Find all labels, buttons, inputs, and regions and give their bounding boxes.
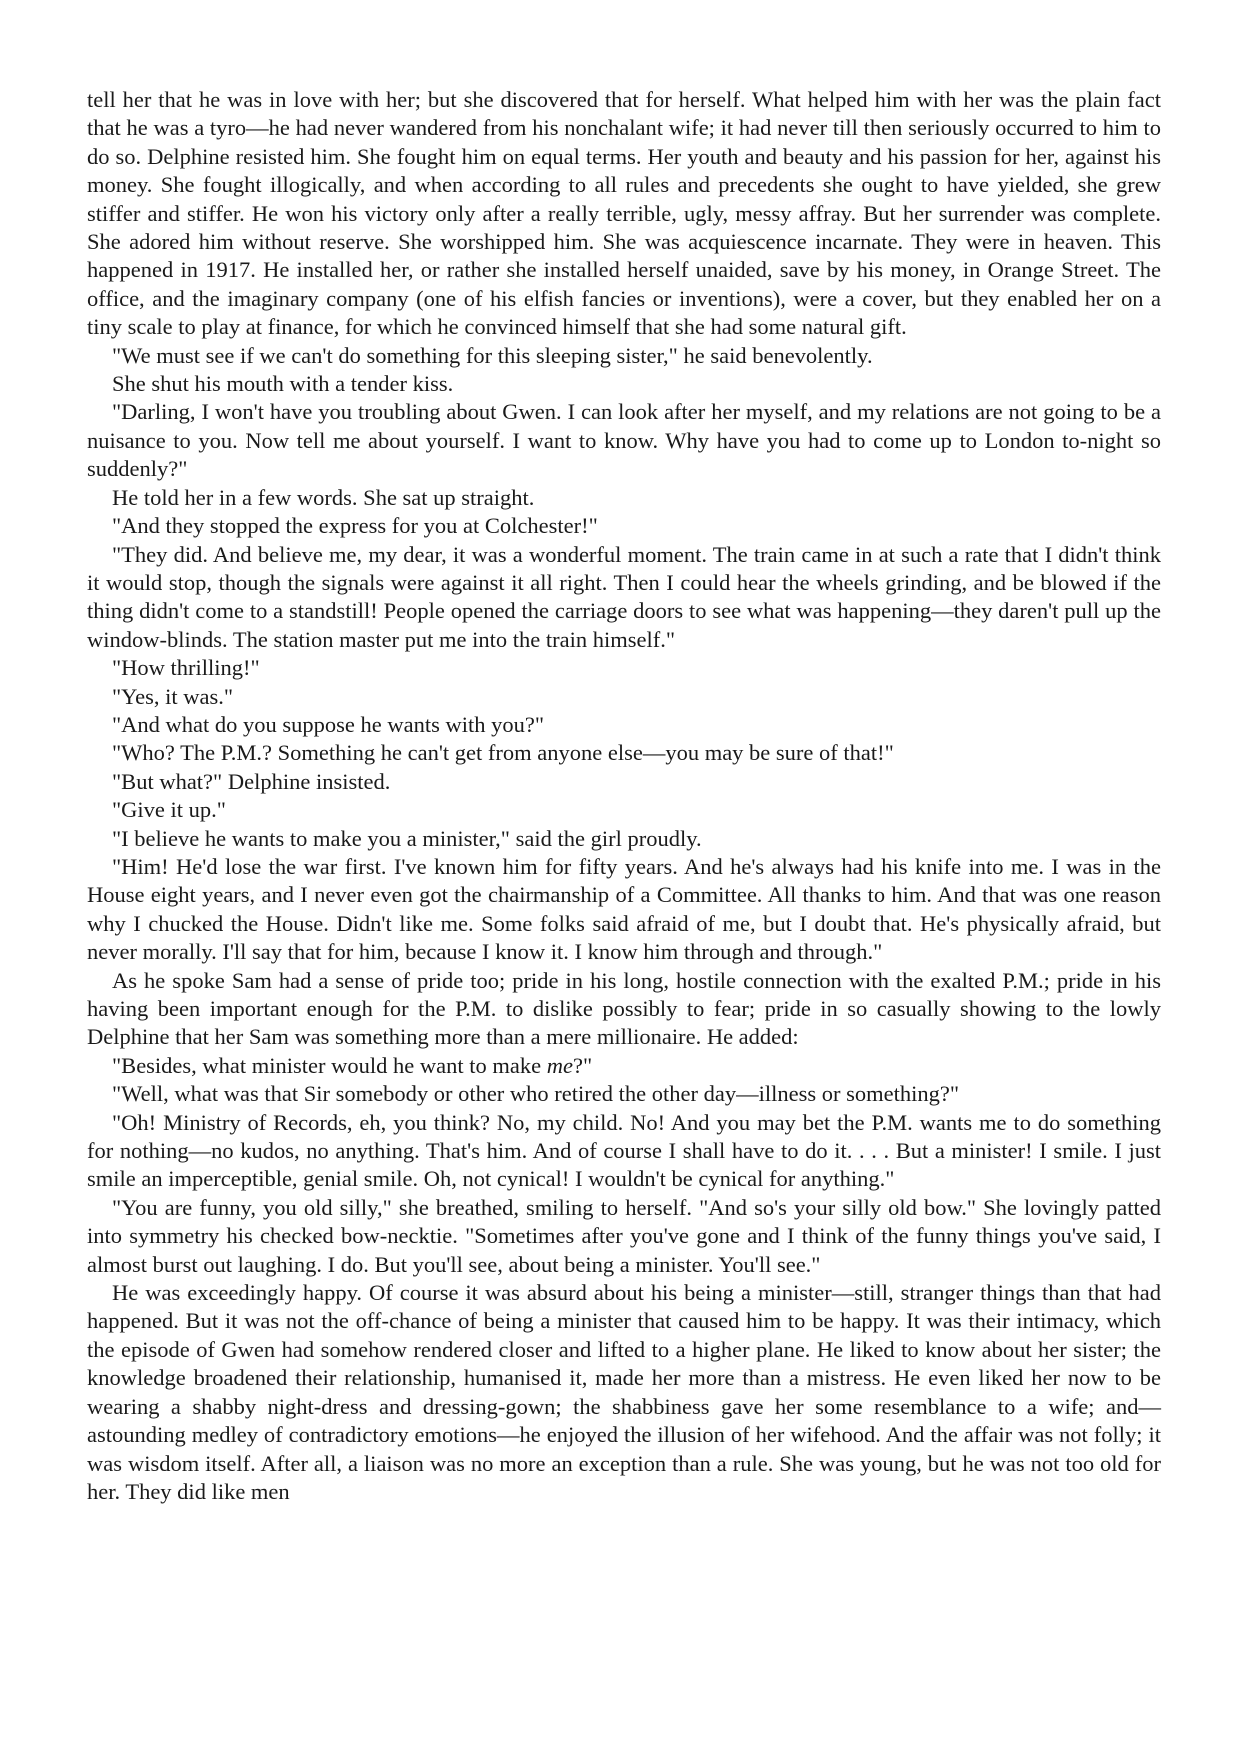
paragraph: "How thrilling!" bbox=[112, 655, 260, 681]
paragraph: He was exceedingly happy. Of course it was absurd about his being a minister—still, stranger things than that had happened. But it was not the off-chance of being a minister that caused him to be happy. It was their intimacy, which the episode of Gwen had somehow rendered closer and lifted to a higher plane. He liked to know about her sister; the knowledge broadened their relationship, humanised it, made her more than a mistress. He even liked her now to be wearing a shabby night-dress and dressing-gown; the shabbiness gave her some resemblance to a wife; and—astounding medley of contradictory emotions—he enjoyed the illusion of her wifehood. And the affair was not folly; it was wisdom itself. After all, a liaison was no more an exception than a rule. She was young, but he was not too old for her. They did like men bbox=[87, 1280, 1161, 1504]
paragraph: As he spoke Sam had a sense of pride too; pride in his long, hostile connection with the exalted P.M.; pride in his having been important enough for the P.M. to dislike possibly to fear; pride in so casually showing to the lowly Delphine that her Sam was something more than a mere millionaire. He added: bbox=[87, 967, 1161, 1050]
paragraph: "Yes, it was." bbox=[112, 683, 234, 709]
paragraph: He told her in a few words. She sat up straight. bbox=[112, 484, 535, 510]
paragraph: "Give it up." bbox=[112, 797, 226, 823]
page-text bbox=[87, 86, 1161, 1506]
paragraph: "I believe he wants to make you a minister," said the girl proudly. bbox=[112, 825, 702, 851]
paragraph: "And they stopped the express for you at Colchester!" bbox=[112, 513, 598, 539]
paragraph: "Oh! Ministry of Records, eh, you think? No, my child. No! And you may bet the P.M. wants me to do something for nothing—no kudos, no anything. That's him. And of course I shall have to do it. . . . But a minister! I smile. I just smile an imperceptible, genial smile. Oh, not cynical! I wouldn't be cynical for anything." bbox=[87, 1109, 1161, 1192]
paragraph: "Well, what was that Sir somebody or other who retired the other day—illness or something?" bbox=[112, 1081, 960, 1107]
paragraph: tell her that he was in love with her; but she discovered that for herself. What helped him with her was the plain fact that he was a tyro—he had never wandered from his nonchalant wife; it had never till then seriously occurred to him to do so. Delphine resisted him. She fought him on equal terms. Her youth and beauty and his passion for her, against his money. She fought illogically, and when according to all rules and precedents she ought to have yielded, she grew stiffer and stiffer. He won his victory only after a really terrible, ugly, messy affray. But her surrender was complete. She adored him without reserve. She worshipped him. She was acquiescence incarnate. They were in heaven. This happened in 1917. He installed her, or rather she installed herself unaided, save by his money, in Orange Street. The office, and the imaginary company (one of his elfish fancies or inventions), were a cover, but they enabled her on a tiny scale to play at finance, for which he convinced himself that she had some natural gift. bbox=[87, 87, 1161, 340]
paragraph: "They did. And believe me, my dear, it was a wonderful moment. The train came in at such a rate that I didn't think it would stop, though the signals were against it all right. Then I could hear the wheels grinding, and be blowed if the thing didn't come to a standstill! People opened the carriage doors to see what was happening—they daren't pull up the window-blinds. The station master put me into the train himself." bbox=[87, 541, 1161, 652]
paragraph: "Who? The P.M.? Something he can't get from anyone else—you may be sure of that!" bbox=[112, 740, 894, 766]
paragraph: She shut his mouth with a tender kiss. bbox=[112, 371, 454, 397]
emphasis: me bbox=[546, 1052, 573, 1078]
paragraph: "You are funny, you old silly," she breathed, smiling to herself. "And so's your silly old bow." She lovingly patted into symmetry his checked bow-necktie. "Sometimes after you've gone and I think of the funny things you've said, I almost burst out laughing. I do. But you'll see, about being a minister. You'll see." bbox=[87, 1194, 1161, 1277]
paragraph: "We must see if we can't do something for this sleeping sister," he said benevolently. bbox=[112, 342, 873, 368]
paragraph: "Besides, what minister would he want to make me?" bbox=[112, 1052, 593, 1078]
paragraph: "But what?" Delphine insisted. bbox=[112, 768, 391, 794]
paragraph: "And what do you suppose he wants with you?" bbox=[112, 711, 545, 737]
paragraph: "Him! He'd lose the war first. I've known him for fifty years. And he's always had his knife into me. I was in the House eight years, and I never even got the chairmanship of a Committee. All thanks to him. And that was one reason why I chucked the House. Didn't like me. Some folks said afraid of me, but I doubt that. He's physically afraid, but never morally. I'll say that for him, because I know it. I know him through and through." bbox=[87, 853, 1161, 965]
paragraph: "Darling, I won't have you troubling about Gwen. I can look after her myself, and my relations are not going to be a nuisance to you. Now tell me about yourself. I want to know. Why have you had to come up to London to-night so suddenly?" bbox=[87, 399, 1161, 482]
